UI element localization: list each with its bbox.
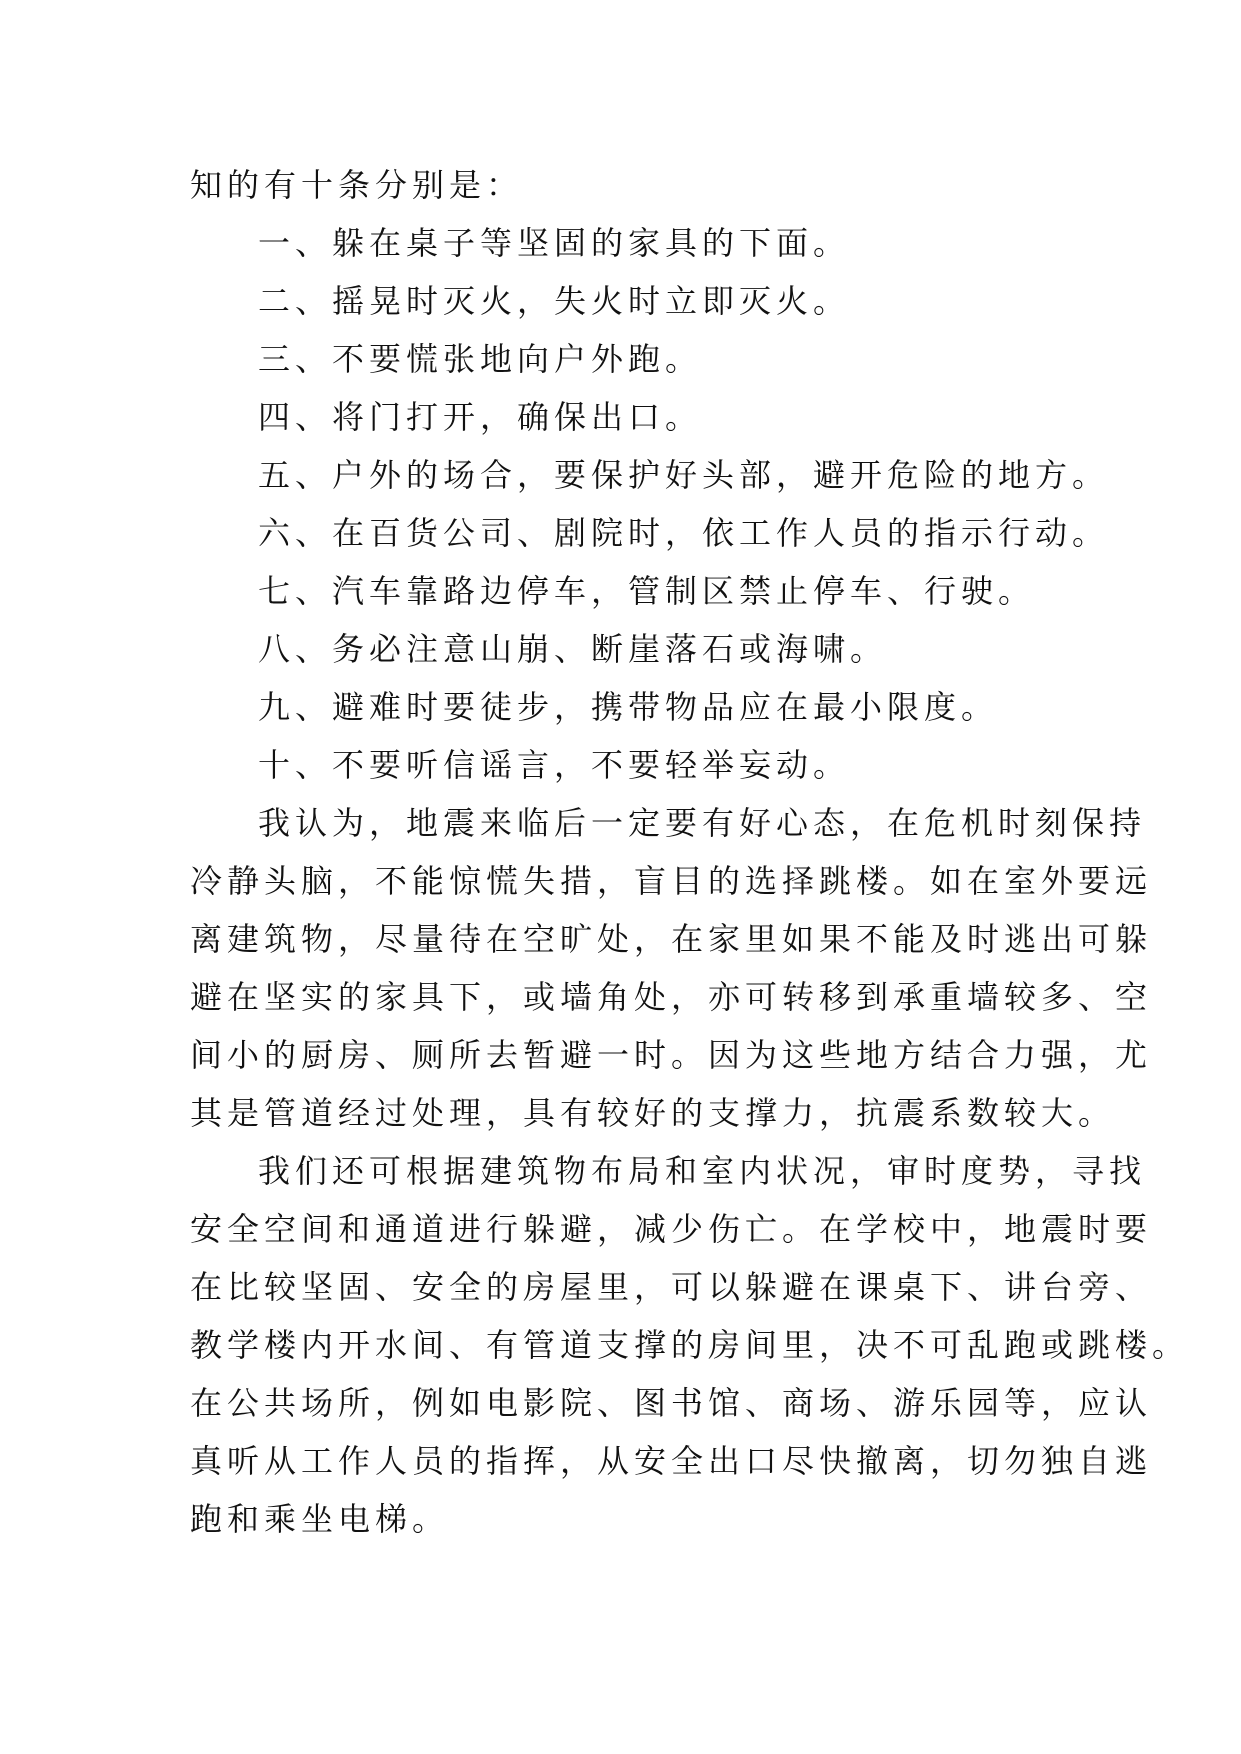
paragraph-line: 真听从工作人员的指挥，从安全出口尽快撤离，切勿独自逃 [190, 1442, 1153, 1480]
paragraph-line: 我认为，地震来临后一定要有好心态，在危机时刻保持 [258, 804, 1147, 842]
list-items [190, 214, 1110, 794]
list-item: 六、在百货公司、剧院时，依工作人员的指示行动。 [258, 514, 1110, 552]
paragraph-line: 我们还可根据建筑物布局和室内状况，审时度势，寻找 [258, 1152, 1147, 1190]
list-item: 二、摇晃时灭火，失火时立即灭火。 [258, 282, 851, 320]
paragraph-line: 跑和乘坐电梯。 [190, 1500, 450, 1538]
list-item: 四、将门打开，确保出口。 [258, 398, 703, 436]
paragraph-line: 安全空间和通道进行躲避，减少伤亡。在学校中，地震时要 [190, 1210, 1153, 1248]
list-item: 十、不要听信谣言，不要轻举妄动。 [258, 746, 851, 784]
paragraph-line: 在公共场所，例如电影院、图书馆、商场、游乐园等，应认 [190, 1384, 1153, 1422]
paragraph-advice [190, 1142, 1190, 1548]
list-item: 八、务必注意山崩、断崖落石或海啸。 [258, 630, 888, 668]
paragraph-line: 教学楼内开水间、有管道支撑的房间里，决不可乱跑或跳楼。 [190, 1326, 1190, 1364]
intro-line: 知的有十条分别是： [190, 166, 524, 204]
document-body [190, 156, 1190, 1548]
list-item: 三、不要慌张地向户外跑。 [258, 340, 703, 378]
paragraph-line: 在比较坚固、安全的房屋里，可以躲避在课桌下、讲台旁、 [190, 1268, 1153, 1306]
paragraph-opinion [190, 794, 1153, 1142]
list-item: 五、户外的场合，要保护好头部，避开危险的地方。 [258, 456, 1110, 494]
paragraph-line: 避在坚实的家具下，或墙角处，亦可转移到承重墙较多、空 [190, 978, 1153, 1016]
paragraph-line: 冷静头脑，不能惊慌失措，盲目的选择跳楼。如在室外要远 [190, 862, 1153, 900]
list-item: 一、躲在桌子等坚固的家具的下面。 [258, 224, 851, 262]
paragraph-line: 离建筑物，尽量待在空旷处，在家里如果不能及时逃出可躲 [190, 920, 1153, 958]
list-item: 九、避难时要徒步，携带物品应在最小限度。 [258, 688, 999, 726]
paragraph-line: 间小的厨房、厕所去暂避一时。因为这些地方结合力强，尤 [190, 1036, 1153, 1074]
list-item: 七、汽车靠路边停车，管制区禁止停车、行驶。 [258, 572, 1036, 610]
paragraph-line: 其是管道经过处理，具有较好的支撑力，抗震系数较大。 [190, 1094, 1116, 1132]
